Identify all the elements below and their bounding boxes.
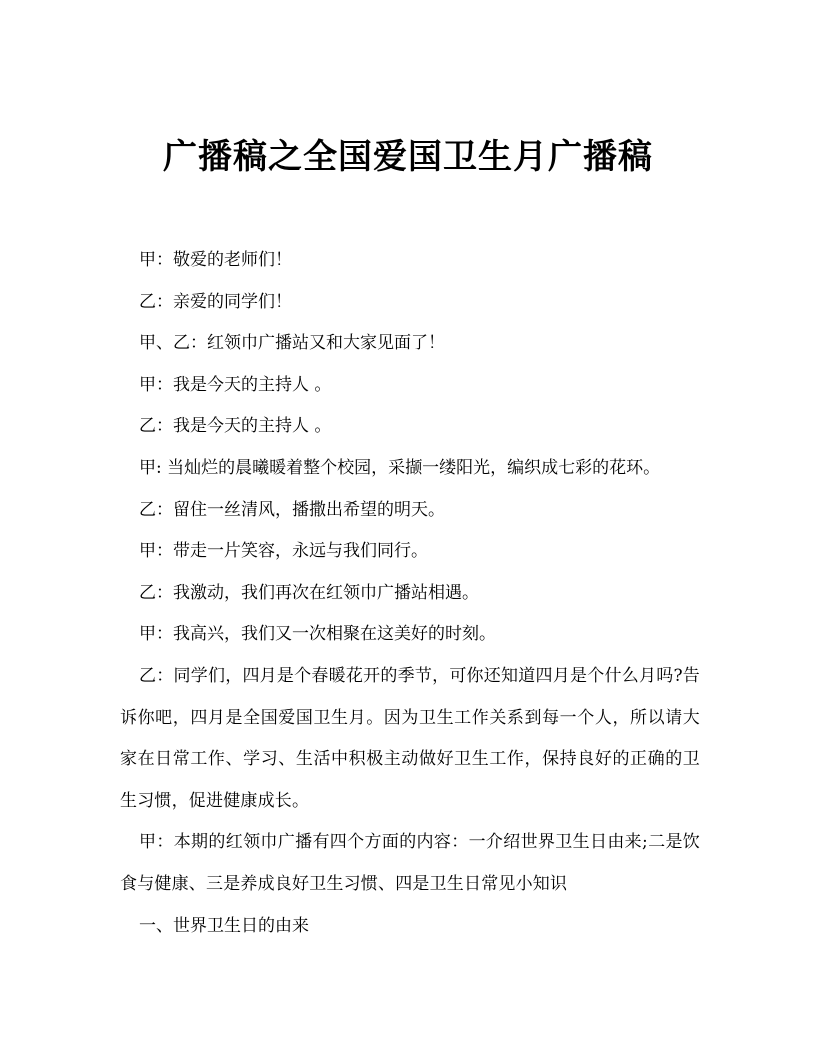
paragraph-greeting-teachers: 甲：敬爱的老师们！ [139, 250, 292, 270]
paragraph-excited: 乙：我激动，我们再次在红领巾广播站相遇。 [139, 582, 479, 603]
document-title: 广播稿之全国爱国卫生月广播稿 [163, 136, 653, 177]
paragraph-station-intro: 甲、乙：红领巾广播站又和大家见面了！ [139, 333, 445, 354]
paragraph-smile: 甲：带走一片笑容，永远与我们同行。 [139, 541, 428, 562]
paragraph-greeting-students: 乙：亲爱的同学们！ [139, 291, 292, 312]
document-body [120, 240, 700, 947]
paragraph-host-yi: 乙：我是今天的主持人 。 [139, 416, 332, 437]
paragraph-contents-overview: 甲：本期的红领巾广播有四个方面的内容：一介绍世界卫生日由来;二是饮食与健康、三是养成良好卫生习惯、四是卫生日常见小知识 [120, 832, 700, 894]
paragraph-host-jia: 甲：我是今天的主持人 。 [139, 374, 332, 395]
paragraph-breeze: 乙：留住一丝清风，播撒出希望的明天。 [139, 499, 445, 520]
paragraph-april-health-month: 乙：同学们，四月是个春暖花开的季节，可你还知道四月是个什么月吗?告诉你吧，四月是全国爱国卫生月。因为卫生工作关系到每一个人，所以请大家在日常工作、学习、生活中积极主动做好卫生工作，保持良好的正确的卫生习惯，促进健康成长。 [120, 665, 700, 811]
paragraph-morning-sunlight: 甲: 当灿烂的晨曦暖着整个校园，采撷一缕阳光，编织成七彩的花环。 [139, 457, 661, 478]
section-heading-world-health-day: 一、世界卫生日的由来 [139, 915, 309, 936]
paragraph-happy: 甲：我高兴，我们又一次相聚在这美好的时刻。 [139, 624, 496, 645]
